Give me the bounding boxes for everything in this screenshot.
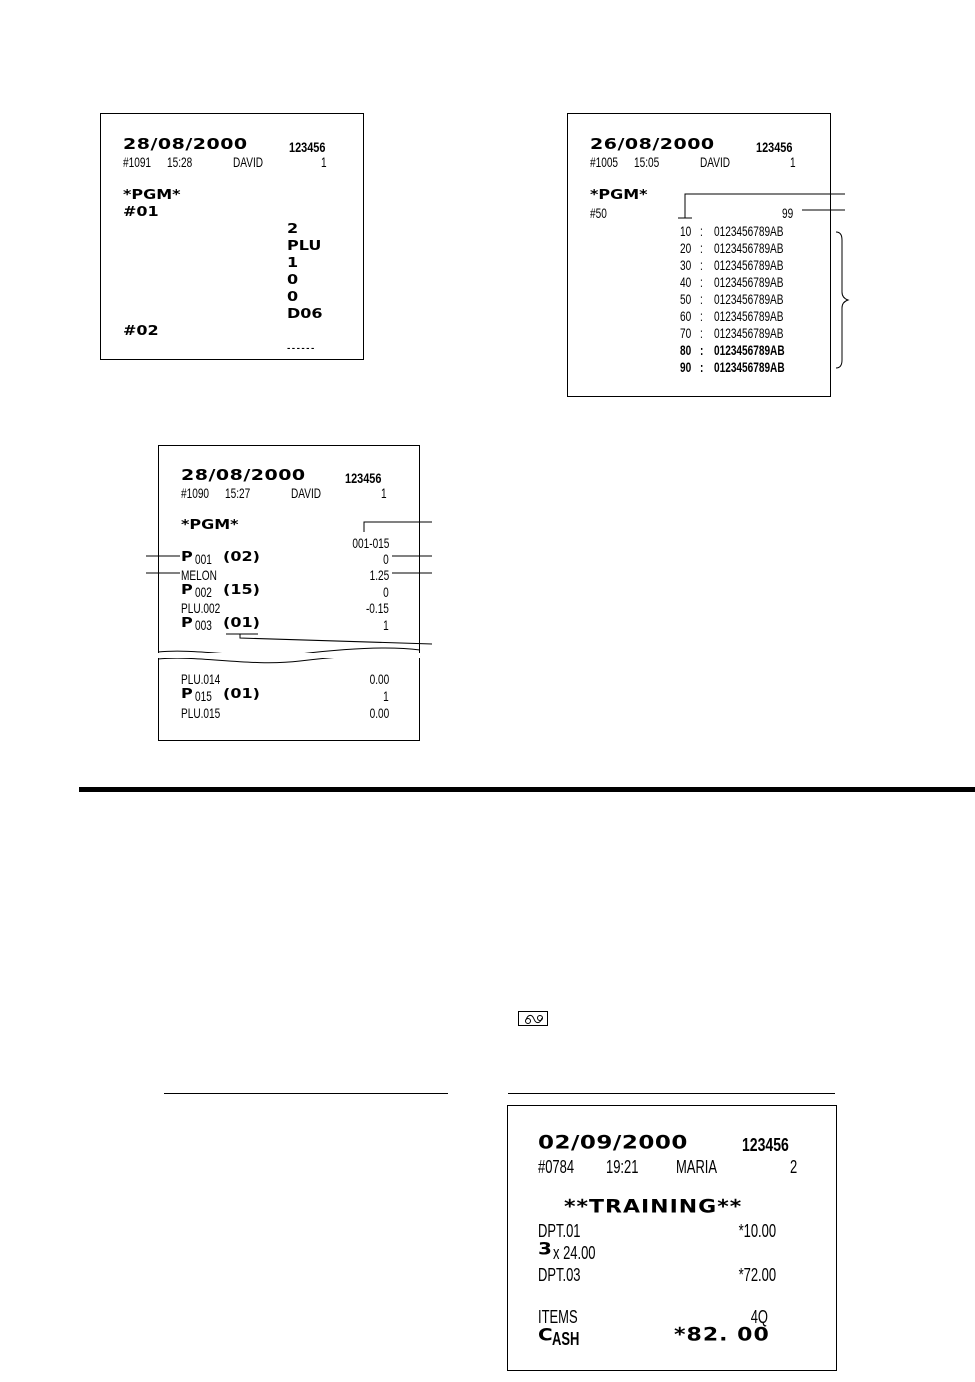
table-row-value: 0123456789AB <box>714 308 784 324</box>
plu-group: (15) <box>223 581 260 598</box>
plu-prefix: P <box>181 581 193 598</box>
receipt-time: 15:27 <box>225 485 251 501</box>
consecutive-number: #1090 <box>181 485 210 501</box>
table-row-number: 70 <box>680 325 692 341</box>
table-row-value: 0123456789AB <box>714 274 784 290</box>
table-row-number: 20 <box>680 240 692 256</box>
receipt-training <box>507 1105 837 1371</box>
plu-name: PLU.015 <box>181 705 221 721</box>
plu-code: 001 <box>195 551 212 567</box>
plu-code: 015 <box>195 688 212 704</box>
receipt-date: 02/09/2000 <box>538 1132 688 1154</box>
cash-label: ASH <box>552 1329 580 1349</box>
plu-group: (01) <box>223 685 260 702</box>
quantity-price: x 24.00 <box>553 1243 596 1263</box>
receipt-time: 19:21 <box>606 1157 639 1177</box>
machine-number: 2 <box>790 1157 798 1177</box>
plu-value: 1.25 <box>369 567 389 583</box>
mode-title: *PGM* <box>181 516 239 533</box>
quantity-multiplier: 3 <box>538 1238 552 1259</box>
plu-prefix: P <box>181 548 193 565</box>
plu-prefix: P <box>181 685 193 702</box>
plu-value: -0.15 <box>366 600 389 616</box>
plu-group: (02) <box>223 548 260 565</box>
tear-gap <box>158 653 420 658</box>
section-divider <box>79 787 975 792</box>
plu-value: 0 <box>383 584 389 600</box>
clerk-name: DAVID <box>233 154 264 170</box>
cash-total: *82. 00 <box>674 1324 770 1346</box>
plu-value: 0.00 <box>369 671 389 687</box>
receipt-time: 15:28 <box>167 154 193 170</box>
table-row-sep: : <box>700 359 704 375</box>
register-number: 123456 <box>742 1135 789 1155</box>
plu-code: 002 <box>195 584 212 600</box>
cash-initial: C <box>538 1324 553 1345</box>
machine-number: 1 <box>321 154 327 170</box>
mode-title: *PGM* <box>123 186 181 203</box>
table-row-number: 60 <box>680 308 692 324</box>
top-value: 99 <box>782 205 794 221</box>
receipt-date: 28/08/2000 <box>123 135 248 153</box>
plu-code: 003 <box>195 617 212 633</box>
job-number: #50 <box>590 205 607 221</box>
table-row-sep: : <box>700 240 703 256</box>
plu-group: (01) <box>223 614 260 631</box>
table-row-sep: : <box>700 308 703 324</box>
setting-value: 0 <box>287 288 299 305</box>
dept-label: DPT.03 <box>538 1265 581 1285</box>
key-symbol-icon <box>518 1011 548 1026</box>
plu-value: 1 <box>383 688 389 704</box>
consecutive-number: #1091 <box>123 154 152 170</box>
plu-value: 0.00 <box>369 705 389 721</box>
plu-name: PLU.014 <box>181 671 221 687</box>
table-row-number: 50 <box>680 291 692 307</box>
receipt-date: 28/08/2000 <box>181 466 306 484</box>
mode-title: *PGM* <box>590 186 648 203</box>
table-row-value: 0123456789AB <box>714 359 785 375</box>
mode-title: **TRAINING** <box>564 1196 743 1218</box>
receipt-time: 15:05 <box>634 154 660 170</box>
dept-amount: *10.00 <box>738 1221 776 1241</box>
table-row-number: 90 <box>680 359 692 375</box>
setting-value: PLU <box>287 237 322 254</box>
setting-value: 2 <box>287 220 299 237</box>
machine-number: 1 <box>790 154 796 170</box>
clerk-name: DAVID <box>291 485 322 501</box>
plu-range: 001-015 <box>351 535 389 551</box>
plu-name: MELON <box>181 567 217 583</box>
plu-prefix: P <box>181 614 193 631</box>
table-row-number: 40 <box>680 274 692 290</box>
dash-line: ------ <box>287 339 316 355</box>
items-label: ITEMS <box>538 1307 578 1327</box>
table-row-sep: : <box>700 325 703 341</box>
register-number: 123456 <box>345 470 382 486</box>
table-row-sep: : <box>700 223 703 239</box>
table-row-value: 0123456789AB <box>714 342 785 358</box>
callout-line <box>240 634 432 644</box>
consecutive-number: #1005 <box>590 154 619 170</box>
callout-line <box>364 522 432 532</box>
table-row-value: 0123456789AB <box>714 223 784 239</box>
setting-value: 1 <box>287 254 299 271</box>
clerk-name: MARIA <box>676 1157 718 1177</box>
plu-value: 1 <box>383 617 389 633</box>
table-row-sep: : <box>700 274 703 290</box>
receipt-date: 26/08/2000 <box>590 135 715 153</box>
column-rule-left <box>164 1093 448 1094</box>
table-row-number: 80 <box>680 342 692 358</box>
table-row-number: 10 <box>680 223 692 239</box>
plu-name: PLU.002 <box>181 600 221 616</box>
table-row-number: 30 <box>680 257 692 273</box>
clerk-name: DAVID <box>700 154 731 170</box>
register-number: 123456 <box>289 139 326 155</box>
job-number: #02 <box>123 322 159 339</box>
table-row-value: 0123456789AB <box>714 257 784 273</box>
job-number: #01 <box>123 203 159 220</box>
setting-value: D06 <box>287 305 323 322</box>
dept-amount: *72.00 <box>738 1265 776 1285</box>
plu-value: 0 <box>383 551 389 567</box>
setting-value: 0 <box>287 271 299 288</box>
machine-number: 1 <box>381 485 387 501</box>
column-rule-right <box>508 1093 835 1094</box>
table-row-sep: : <box>700 342 704 358</box>
dept-label: DPT.01 <box>538 1221 581 1241</box>
table-row-sep: : <box>700 291 703 307</box>
table-row-value: 0123456789AB <box>714 240 784 256</box>
table-row-sep: : <box>700 257 703 273</box>
table-row-value: 0123456789AB <box>714 291 784 307</box>
register-number: 123456 <box>756 139 793 155</box>
items-count: 4Q <box>750 1307 768 1327</box>
table-row-value: 0123456789AB <box>714 325 784 341</box>
consecutive-number: #0784 <box>538 1157 575 1177</box>
